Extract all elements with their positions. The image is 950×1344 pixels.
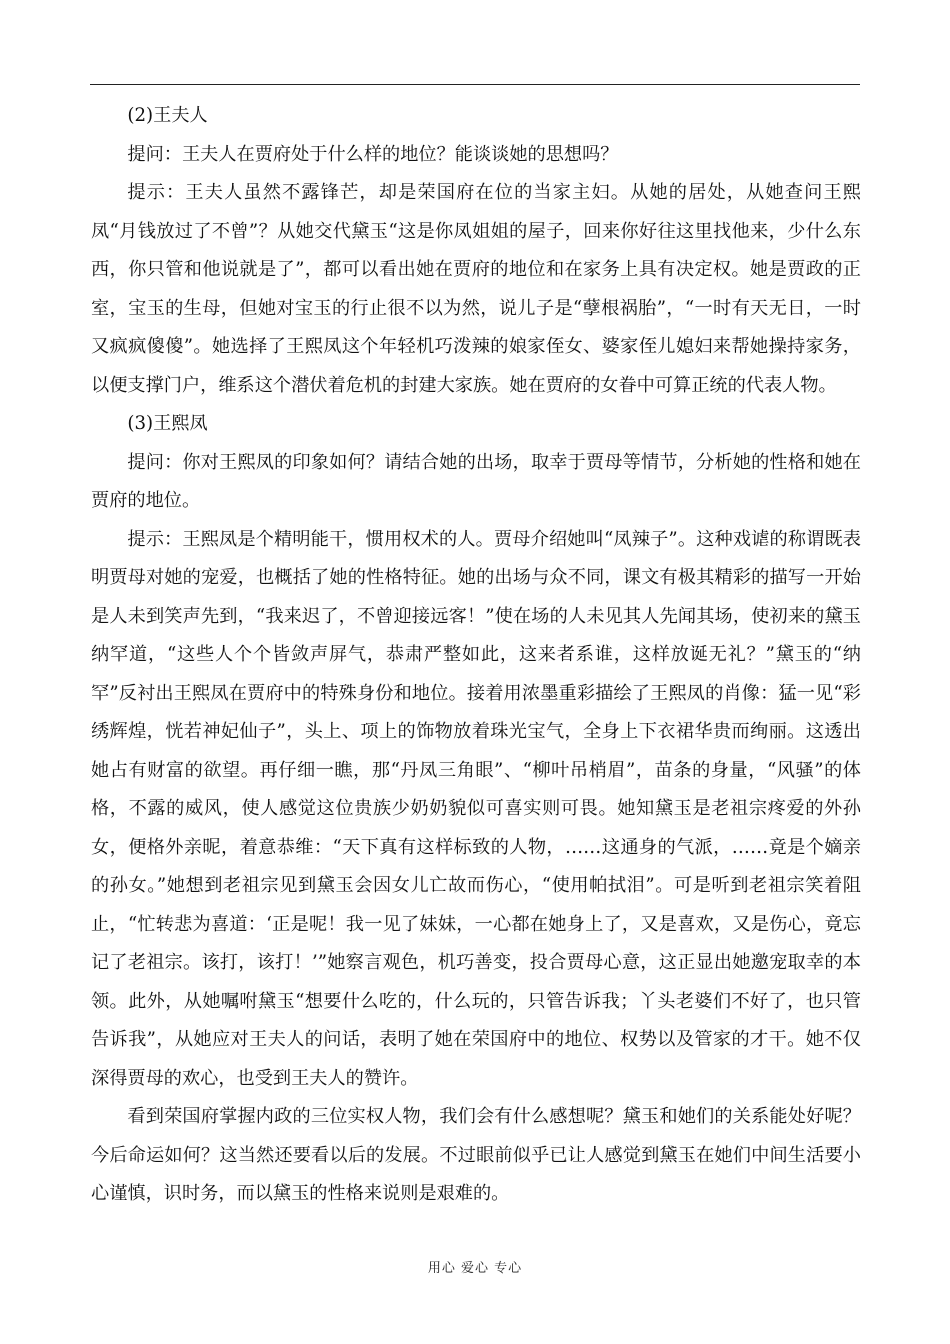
document-body — [91, 97, 861, 1214]
answer-wang-xifeng: 提示：王熙凤是个精明能干，惯用权术的人。贾母介绍她叫“凤辣子”。这种戏谑的称谓既表明贾母对她的宠爱，也概括了她的性格特征。她的出场与众不同，课文有极其精彩的描写一开始是人未到笑声先到，“我来迟了，不曾迎接远客！”使在场的人未见其人先闻其场，使初来的黛玉纳罕道，“这些人个个皆敛声屏气，恭肃严整如此，这来者系谁，这样放诞无礼？”黛玉的“纳罕”反衬出王熙凤在贾府中的特殊身份和地位。接着用浓墨重彩描绘了王熙凤的肖像：猛一见“彩绣辉煌，恍若神妃仙子”，头上、项上的饰物放着珠光宝气，全身上下衣裙华贵而绚丽。这透出她占有财富的欲望。再仔细一瞧，那“丹凤三角眼”、“柳叶吊梢眉”，苗条的身量，“风骚”的体格，不露的威风，使人感觉这位贵族少奶奶貌似可喜实则可畏。她知黛玉是老祖宗疼爱的外孙女，便格外亲昵，着意恭维：“天下真有这样标致的人物，……这通身的气派，……竟是个嫡亲的孙女。”她想到老祖宗见到黛玉会因女儿亡故而伤心，“使用帕拭泪”。可是听到老祖宗笑着阻止，“忙转悲为喜道：‘正是呢！我一见了妹妹，一心都在她身上了，又是喜欢，又是伤心，竟忘记了老祖宗。该打，该打！’”她察言观色，机巧善变，投合贾母心意，这正显出她邀宠取幸的本领。此外，从她嘱咐黛玉“想要什么吃的，什么玩的，只管告诉我；丫头老婆们不好了，也只管告诉我”，从她应对王夫人的问话，表明了她在荣国府中的地位、权势以及管家的才干。她不仅深得贾母的欢心，也受到王夫人的赞许。 — [91, 528, 861, 1089]
section-heading-wang-furen: (2)王夫人 — [127, 105, 208, 126]
question-wang-xifeng: 提问：你对王熙凤的印象如何？请结合她的出场，取幸于贾母等情节，分析她的性格和她在贾府的地位。 — [91, 451, 861, 511]
summary-paragraph: 看到荣国府掌握内政的三位实权人物，我们会有什么感想呢？黛玉和她们的关系能处好呢？今后命运如何？这当然还要看以后的发展。不过眼前似乎已让人感觉到黛玉在她们中间生活要小心谨慎，识时务，而以黛玉的性格来说则是艰难的。 — [91, 1106, 861, 1204]
answer-wang-furen: 提示：王夫人虽然不露锋芒，却是荣国府在位的当家主妇。从她的居处，从她查问王熙凤“月钱放过了不曾”？从她交代黛玉“这是你凤姐姐的屋子，回来你好往这里找他来，少什么东西，你只管和他说就是了”，都可以看出她在贾府的地位和在家务上具有决定权。她是贾政的正室，宝玉的生母，但她对宝玉的行止很不以为然，说儿子是“孽根祸胎”，“一时有天无日，一时又疯疯傻傻”。她选择了王熙凤这个年轻机巧泼辣的娘家侄女、婆家侄儿媳妇来帮她操持家务，以便支撑门户，维系这个潜伏着危机的封建大家族。她在贾府的女眷中可算正统的代表人物。 — [91, 182, 861, 396]
question-wang-furen: 提问：王夫人在贾府处于什么样的地位？能谈谈她的思想吗？ — [127, 143, 619, 165]
page-footer: 用心 爱心 专心 — [427, 1261, 523, 1276]
header-rule — [90, 84, 860, 85]
section-heading-wang-xifeng: (3)王熙凤 — [127, 413, 208, 434]
